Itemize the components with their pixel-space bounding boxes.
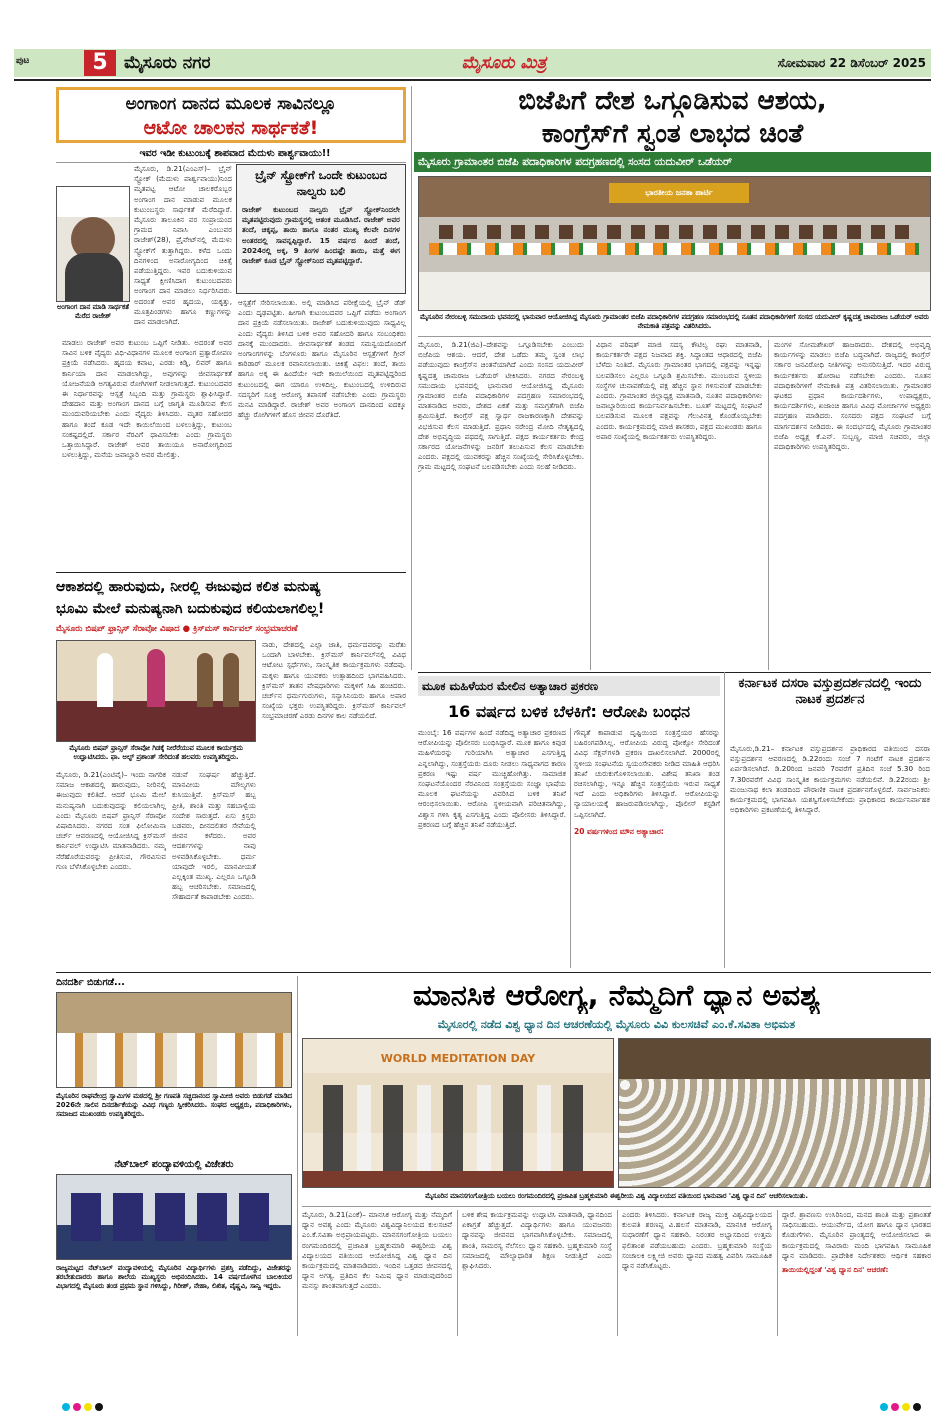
meditation-crowd-photo <box>618 1038 931 1188</box>
bjp-deck: ಮೈಸೂರು ಗ್ರಾಮಾಂತರ ಬಿಜೆಪಿ ಪದಾಧಿಕಾರಿಗಳ ಪದಗ್ರಹಣದಲ್ಲಿ ಸಂಸದ ಯದುವೀರ್‌ ಒಡೆಯರ್‌ <box>418 156 733 168</box>
dasara-headline: ಕರ್ನಾಟಕ ದಸರಾ ವಸ್ತುಪ್ರದರ್ಶನದಲ್ಲಿ ಇಂದು ನಾಟಕ ಪ್ರದರ್ಶನ <box>738 676 922 707</box>
dinadarshi-photo <box>56 992 292 1088</box>
crime-col1: ಮುಂಬೈ: 16 ವರ್ಷಗಳ ಹಿಂದೆ ನಡೆದಿದ್ದ ಅತ್ಯಾಚಾರ ಪ್ರಕರಣದ ಆರೋಪಿಯನ್ನು ಪೊಲೀಸರು ಬಂಧಿಸಿದ್ದಾರೆ. ಮೂಕ ಹಾಗೂ ಕಿವುಡ ಮಹಿಳೆಯರನ್ನು ಗುರಿಯಾಗಿಸಿ ಅತ್ಯಾಚಾರ ಎಸಗುತ್ತಿದ್ದ ಎನ್ನಲಾಗಿದ್ದು, ಸಂತ್ರಸ್ತೆಯರು ದೂರು ನೀಡಲು ಸಾಧ್ಯವಾಗದ ಕಾರಣ ಪ್ರಕರಣ ಇಷ್ಟು ವರ್ಷ ಮುಚ್ಚಿಹೋಗಿತ್ತು. ಸಾಮಾಜಿಕ ಸಂಘಟನೆಯೊಂದರ ನೆರವಿನಿಂದ ಸಂತ್ರಸ್ತೆಯರು ಸಂಜ್ಞಾ ಭಾಷೆಯ ಮೂಲಕ ಘಟನೆಯನ್ನು ವಿವರಿಸಿದ ಬಳಿಕ ತನಿಖೆ ಆರಂಭಿಸಲಾಯಿತು. ಆರೋಪಿ ಸ್ಥಳೀಯವಾಗಿ ಪರಿಚಿತನಾಗಿದ್ದು, ವಿಶ್ವಾಸ ಗಳಿಸಿ ಕೃತ್ಯ ಎಸಗುತ್ತಿದ್ದ ಎಂದು ಪೊಲೀಸರು ತಿಳಿಸಿದ್ದಾರೆ. ಪ್ರಕರಣದ ಬಗ್ಗೆ ಹೆಚ್ಚಿನ ತನಿಖೆ ನಡೆಯುತ್ತಿದೆ. <box>418 728 566 829</box>
christmas-headline-line2: ಭೂಮಿ ಮೇಲೆ ಮನುಷ್ಯನಾಗಿ ಬದುಕುವುದ ಕಲಿಯಲಾಗಲಿಲ್ಲ! <box>56 601 325 617</box>
meditation-col2: ಬಳಿಕ ಶೇಷ ಕಾರ್ಯಕ್ರಮವನ್ನು ಉದ್ಘಾಟಿಸಿ ಮಾತನಾಡಿ, ಧ್ಯಾನದಿಂದ ಏಕಾಗ್ರತೆ ಹೆಚ್ಚುತ್ತದೆ. ವಿದ್ಯಾರ್ಥಿಗಳು ಹಾಗೂ ಯುವಜನರು ಧ್ಯಾನವನ್ನು ಜೀವನದ ಭಾಗವಾಗಿಸಿಕೊಳ್ಳಬೇಕು. ಸಮಾಜದಲ್ಲಿ ಶಾಂತಿ, ಸಾಮರಸ್ಯ ನೆಲೆಸಲು ಧ್ಯಾನ ಸಹಕಾರಿ. ಬ್ರಹ್ಮಕುಮಾರಿ ಸಂಸ್ಥೆ ಸಮಾಜದಲ್ಲಿ ಮೌಲ್ಯಾಧಾರಿತ ಶಿಕ್ಷಣ ನೀಡುತ್ತಿದೆ ಎಂದು ಶ್ಲಾಘಿಸಿದರು. <box>462 1210 612 1271</box>
christmas-col2: ನಡುವೆ ಸಂಘರ್ಷ ಹೆಚ್ಚುತ್ತಿದೆ. ಮಾನವೀಯ ಮೌಲ್ಯಗಳು ಕುಸಿಯುತ್ತಿವೆ. ಕ್ರಿಸ್‌ಮಸ್‌ ಹಬ್ಬ ಪ್ರೀತಿ, ಶಾಂತಿ ಮತ್ತು ಸಹಬಾಳ್ವೆಯ ಸಂದೇಶ ಸಾರುತ್ತದೆ. ಏಸು ಕ್ರಿಸ್ತರು ಬಡವರು, ದೀನದಲಿತರ ಸೇವೆಯಲ್ಲಿ ಜೀವನ ಕಳೆದರು. ಅವರ ಆದರ್ಶಗಳನ್ನು ನಾವು ಅಳವಡಿಸಿಕೊಳ್ಳಬೇಕು. ಧರ್ಮ ಯಾವುದೇ ಇರಲಿ, ಮಾನವೀಯತೆ ಎಲ್ಲಕ್ಕಿಂತ ಮುಖ್ಯ. ಎಲ್ಲರೂ ಒಗ್ಗೂಡಿ ಹಬ್ಬ ಆಚರಿಸಬೇಕು. ಸಮಾಜದಲ್ಲಿ ಸೌಹಾರ್ದತೆ ಕಾಪಾಡಬೇಕು ಎಂದರು. <box>172 770 256 902</box>
crime-col2: ಗೌಪ್ಯತೆ ಕಾಪಾಡುವ ದೃಷ್ಟಿಯಿಂದ ಸಂತ್ರಸ್ತೆಯರ ಹೆಸರನ್ನು ಬಹಿರಂಗಪಡಿಸಿಲ್ಲ. ಆರೋಪಿಯ ವಿರುದ್ಧ ಪೋಕ್ಸೋ ಸೇರಿದಂತೆ ವಿವಿಧ ಸೆಕ್ಷನ್‌ಗಳಡಿ ಪ್ರಕರಣ ದಾಖಲಿಸಲಾಗಿದೆ. 2000ರಲ್ಲಿ ಸ್ಥಳೀಯ ಸಂಘಟನೆಯ ಸ್ವಯಂಸೇವಕರು ನೀಡಿದ ಮಾಹಿತಿ ಆಧರಿಸಿ ತನಿಖೆ ಚುರುಕುಗೊಳಿಸಲಾಯಿತು. ವಿಶೇಷ ತನಿಖಾ ತಂಡ ರಚಿಸಲಾಗಿದ್ದು, ಇನ್ನೂ ಹೆಚ್ಚಿನ ಸಂತ್ರಸ್ತೆಯರು ಇರುವ ಸಾಧ್ಯತೆ ಇದೆ ಎಂದು ಅಧಿಕಾರಿಗಳು ತಿಳಿಸಿದ್ದಾರೆ. ಆರೋಪಿಯನ್ನು ನ್ಯಾಯಾಲಯಕ್ಕೆ ಹಾಜರುಪಡಿಸಲಾಗಿದ್ದು, ಪೊಲೀಸ್‌ ಕಸ್ಟಡಿಗೆ ಒಪ್ಪಿಸಲಾಗಿದೆ. <box>574 728 720 819</box>
auto-subhead: ಇವರ ಇಡೀ ಕುಟುಂಬಕ್ಕೆ ಶಾಪವಾದ ಮೆದುಳು ಪಾರ್ಶ್ವವಾಯು!! <box>139 148 331 159</box>
crime-col2-highlight: 20 ವರ್ಷಗಳಿಂದ ಮೌನ ಅತ್ಯಾಚಾರ: <box>574 827 664 836</box>
christmas-deck: ಮೈಸೂರು ಬಿಷಪ್‌ ಫ್ರಾನ್ಸಿಸ್‌ ಸೆರಾವೋ ವಿಷಾದ ● ಕ್ರಿಸ್‌ಮಸ್‌ ಕಾರ್ನಿವಲ್‌ ಸಂಭ್ರಮಾಚರಣೆ <box>56 624 298 634</box>
meditation-col4: ದ್ದಾರೆ. ಶ್ರಾವಣಸು ಉಸಿರಿನಿಂದ, ಮನದ ಶಾಂತಿ ಮತ್ತು ಪ್ರಶಾಂತತೆ ಸಾಧಿಸಬಹುದು. ಆಯುರ್ವೇದ, ಯೋಗ ಹಾಗೂ ಧ್ಯಾನ ಭಾರತದ ಕೊಡುಗೆಗಳು. ಮೈಸೂರಿನ ಪ್ರಾಂತ್ಯದಲ್ಲಿ ಆಯೋಜಿಸಲಾದ ಈ ಕಾರ್ಯಕ್ರಮದಲ್ಲಿ ಸಾವಿರಾರು ಮಂದಿ ಭಾಗವಹಿಸಿ ಸಾಮೂಹಿಕ ಧ್ಯಾನ ಮಾಡಿದರು. ಪ್ರಾದೇಶಿಕ ನಿರ್ದೇಶಕರು ಆರ್ಥಿಕ ಸಹಕಾರ <box>782 1210 931 1260</box>
christmas-photo-caption: ಮೈಸೂರು ಬಿಷಪ್‌ ಫ್ರಾನ್ಸಿಸ್‌ ಸೆರಾವೋ ಗಿಡಕ್ಕೆ ನೀರೆರೆಯುವ ಮೂಲಕ ಕಾರ್ಯಕ್ರಮ ಉದ್ಘಾಟಿಸಿದರು. ಫಾ. ಅಲ್ಫ್‌ ಪ್ರಶಾಂತ್‌ ಸೇರಿದಂತೆ ಹಲವರು ಉಪಸ್ಥಿತರಿದ್ದರು. <box>69 744 243 761</box>
bjp-deck-bar <box>414 152 931 172</box>
meditation-col4-wrap <box>782 1210 931 1336</box>
meditation-deck: ಮೈಸೂರಲ್ಲಿ ನಡೆದ ವಿಶ್ವ ಧ್ಯಾನ ದಿನ ಆಚರಣೆಯಲ್ಲಿ ಮೈಸೂರು ವಿವಿ ಕುಲಸಚಿವೆ ಎಂ.ಕೆ.ಸವಿತಾ ಅಭಿಮತ <box>437 1018 796 1031</box>
bjp-headline-line2: ಕಾಂಗ್ರೆಸ್‌ಗೆ ಸ್ವಂತ ಲಾಭದ ಚಿಂತೆ <box>541 119 804 149</box>
auto-brain-stroke-box <box>236 164 406 294</box>
auto-headline-line1: ಅಂಗಾಂಗ ದಾನದ ಮೂಲಕ ಸಾವಿನಲ್ಲೂ <box>125 94 337 114</box>
section-title: ಮೈಸೂರು ನಗರ <box>124 53 211 73</box>
netball-caption: ರಾಜ್ಯಮಟ್ಟದ ನೆಟ್‌ಬಾಲ್‌ ಪಂದ್ಯಾವಳಿಯಲ್ಲಿ ಮೈಸೂರಿನ ವಿದ್ಯಾರ್ಥಿಗಳು ಪ್ರಶಸ್ತಿ ಪಡೆದಿದ್ದು, ವಿಜೇತರನ್ನು ತರಬೇತುದಾರರು ಹಾಗೂ ಶಾಲೆಯ ಮುಖ್ಯಸ್ಥರು ಅಭಿನಂದಿಸಿದರು. 14 ವರ್ಷದೊಳಗಿನ ಬಾಲಕಿಯರ ವಿಭಾಗದಲ್ಲಿ ಮೈಸೂರು ತಂಡ ಪ್ರಥಮ ಸ್ಥಾನ ಗಳಿಸಿದ್ದು, ಗಿರೀಶ್‌, ನೇಹಾ, ಲಿಖಿತ, ವೈಷ್ಣವಿ, ಸಾನ್ವಿ ಇದ್ದರು. <box>56 1264 292 1291</box>
auto-body-left: ಮಾಡಲು ರಾಜೇಶ್ ಅವರ ಕುಟುಂಬ ಒಪ್ಪಿಗೆ ನೀಡಿತು. ಅದರಂತೆ ಅವರ ಸಾವಿನ ಬಳಿಕ ವೈದ್ಯರು ವಿಧಿ-ವಿಧಾನಗಳ ಮೂಲಕ ಅಂಗಾಂಗ ಪ್ರತ್ಯಾರೋಪಣ ಪ್ರಕ್ರಿಯೆ ನಡೆಸಿದರು. ಹೃದಯ ಕವಾಟ, ಎರಡು ಕಿಡ್ನಿ, ಲಿವರ್‌ ಹಾಗೂ ಕಾರ್ನಿಯಾ ದಾನ ಮಾಡಲಾಗಿದ್ದು, ಅವುಗಳನ್ನು ಜೀವಸಾರ್ಥಕತೆ ಯೋಜನೆಯಡಿ ಅಗತ್ಯವಿರುವ ರೋಗಿಗಳಿಗೆ ನೀಡಲಾಗುತ್ತದೆ. ಕುಟುಂಬದವರ ಈ ನಿರ್ಧಾರವನ್ನು ಆಸ್ಪತ್ರೆ ಸಿಬ್ಬಂದಿ ಮತ್ತು ಗ್ರಾಮಸ್ಥರು ಶ್ಲಾಘಿಸಿದ್ದಾರೆ. ದೇಹದಾನ ಮತ್ತು ಅಂಗಾಂಗ ದಾನದ ಬಗ್ಗೆ ಜಾಗೃತಿ ಮೂಡಿಸುವ ಕೆಲಸ ಮುಂದುವರಿಯಬೇಕು ಎಂದು ವೈದ್ಯರು ತಿಳಿಸಿದರು. ಮೃತರ ಸಹೋದರ ಹಾಗೂ ತಂದೆ ಕೂಡ ಇದೇ ಕಾಯಿಲೆಯಿಂದ ಬಳಲುತ್ತಿದ್ದು, ಕುಟುಂಬ ಸಂಕಷ್ಟದಲ್ಲಿದೆ. ಸರ್ಕಾರ ನೆರವಿಗೆ ಧಾವಿಸಬೇಕು ಎಂದು ಗ್ರಾಮಸ್ಥರು ಒತ್ತಾಯಿಸಿದ್ದಾರೆ. ರಾಜೇಶ್ ಅವರ ತಾಯಿಯೂ ಅನಾರೋಗ್ಯದಿಂದ ಬಳಲುತ್ತಿದ್ದು, ಮನೆಯ ಜವಾಬ್ದಾರಿ ಅವರ ಮೇಲಿತ್ತು. <box>62 338 232 460</box>
registration-marks-right <box>880 1403 921 1411</box>
christmas-col1: ಮೈಸೂರು, ಡಿ.21(ಎಂಟಿವೈ)– ಇಂದು ನಾಗರಿಕ ಸಮಾಜ ಆಕಾಶದಲ್ಲಿ ಹಾರುವುದು, ನೀರಿನಲ್ಲಿ ಈಜುವುದು ಕಲಿತಿದೆ. ಆದರೆ ಭೂಮಿ ಮೇಲೆ ಮನುಷ್ಯನಾಗಿ ಬದುಕುವುದನ್ನು ಕಲಿಯಲಾಗಿಲ್ಲ ಎಂದು ಮೈಸೂರು ಬಿಷಪ್‌ ಫ್ರಾನ್ಸಿಸ್‌ ಸೆರಾವೋ ವಿಷಾದಿಸಿದರು. ನಗರದ ಸಂತ ಫಿಲೋಮಿನಾ ಚರ್ಚ್‌ ಆವರಣದಲ್ಲಿ ಆಯೋಜಿಸಿದ್ದ ಕ್ರಿಸ್‌ಮಸ್‌ ಕಾರ್ನಿವಲ್‌ ಉದ್ಘಾಟಿಸಿ ಮಾತನಾಡಿದರು. ನಮ್ಮ ನೆರೆಹೊರೆಯವರನ್ನು ಪ್ರೀತಿಸುವ, ಗೌರವಿಸುವ ಗುಣ ಬೆಳೆಸಿಕೊಳ್ಳಬೇಕು ಎಂದರು. <box>56 770 166 871</box>
meditation-col1: ಮೈಸೂರು, ಡಿ.21(ಎಂಕೆ)– ಮಾನಸಿಕ ಆರೋಗ್ಯ ಮತ್ತು ನೆಮ್ಮದಿಗೆ ಧ್ಯಾನ ಅವಶ್ಯ ಎಂದು ಮೈಸೂರು ವಿಶ್ವವಿದ್ಯಾನಿಲಯದ ಕುಲಸಚಿವೆ ಎಂ.ಕೆ.ಸವಿತಾ ಅಭಿಪ್ರಾಯಪಟ್ಟರು. ಮಾನಸಗಂಗೋತ್ರಿಯ ಬಯಲು ರಂಗಮಂದಿರದಲ್ಲಿ ಪ್ರಜಾಪಿತ ಬ್ರಹ್ಮಕುಮಾರಿ ಈಶ್ವರೀಯ ವಿಶ್ವ ವಿದ್ಯಾಲಯದ ವತಿಯಿಂದ ಆಯೋಜಿಸಿದ್ದ ವಿಶ್ವ ಧ್ಯಾನ ದಿನ ಕಾರ್ಯಕ್ರಮದಲ್ಲಿ ಮಾತನಾಡಿದರು. ಇಂದಿನ ಒತ್ತಡದ ಜೀವನದಲ್ಲಿ ಧ್ಯಾನ ಅಗತ್ಯ. ಪ್ರತಿದಿನ ಕೆಲ ನಿಮಿಷ ಧ್ಯಾನ ಮಾಡುವುದರಿಂದ ಮನಸ್ಸು ಶಾಂತವಾಗುತ್ತದೆ ಎಂದರು. <box>302 1210 452 1291</box>
crime-headline-bar <box>418 676 720 696</box>
bjp-col3: ಮಂಗಳ ಸೋಮಶೇಖರ್‌ ಹಾಜರಾದರು. ದೇಶದಲ್ಲಿ ಅಭಿವೃದ್ಧಿ ಕಾರ್ಯಗಳನ್ನು ಮಾಡಲು ಬಿಜೆಪಿ ಬದ್ಧವಾಗಿದೆ. ರಾಜ್ಯದಲ್ಲಿ ಕಾಂಗ್ರೆಸ್‌ ಸರ್ಕಾರ ಜನವಿರೋಧಿ ನೀತಿಗಳನ್ನು ಅನುಸರಿಸುತ್ತಿದೆ. ಇದರ ವಿರುದ್ಧ ಕಾರ್ಯಕರ್ತರು ಹೋರಾಟ ನಡೆಸಬೇಕು ಎಂದರು. ನೂತನ ಪದಾಧಿಕಾರಿಗಳಿಗೆ ನೇಮಕಾತಿ ಪತ್ರ ವಿತರಿಸಲಾಯಿತು. ಗ್ರಾಮಾಂತರ ಘಟಕದ ಪ್ರಧಾನ ಕಾರ್ಯದರ್ಶಿಗಳು, ಉಪಾಧ್ಯಕ್ಷರು, ಕಾರ್ಯದರ್ಶಿಗಳು, ಖಜಾಂಚಿ ಹಾಗೂ ವಿವಿಧ ಮೋರ್ಚಾಗಳ ಅಧ್ಯಕ್ಷರು ಪದಗ್ರಹಣ ಮಾಡಿದರು. ಸಂಸದರು ಪಕ್ಷದ ಸಂಘಟನೆ ಬಗ್ಗೆ ಮಾರ್ಗದರ್ಶನ ನೀಡಿದರು. ಈ ಸಂದರ್ಭದಲ್ಲಿ ಮೈಸೂರು ಗ್ರಾಮಾಂತರ ಬಿಜೆಪಿ ಅಧ್ಯಕ್ಷ ಕೆ.ಎನ್‌. ಸುಬ್ಬಣ್ಣ, ಮಾಜಿ ಸಚಿವರು, ಜಿಲ್ಲಾ ಪದಾಧಿಕಾರಿಗಳು ಉಪಸ್ಥಿತರಿದ್ದರು. <box>774 340 931 452</box>
meditation-col4-highlight: ತಾಯಿಯಲ್ಲಿದ್ದಂತೆ 'ವಿಶ್ವ ಧ್ಯಾನ ದಿನ' ಆಚರಣೆ: <box>782 1265 889 1274</box>
dasara-body: ಮೈಸೂರು,ಡಿ.21– ಕರ್ನಾಟಕ ವಸ್ತುಪ್ರದರ್ಶನ ಪ್ರಾಧಿಕಾರದ ವತಿಯಿಂದ ದಸರಾ ವಸ್ತುಪ್ರದರ್ಶನ ಆವರಣದಲ್ಲಿ ಡಿ.22ರಂದು ಸಂಜೆ 7 ಗಂಟೆಗೆ ನಾಟಕ ಪ್ರದರ್ಶನ ಏರ್ಪಡಿಸಲಾಗಿದೆ. ಡಿ.20ರಿಂದ ಜನವರಿ 7ರವರೆಗೆ ಪ್ರತಿದಿನ ಸಂಜೆ 5.30 ರಿಂದ 7.30ರವರೆಗೆ ವಿವಿಧ ಸಾಂಸ್ಕೃತಿಕ ಕಾರ್ಯಕ್ರಮಗಳು ನಡೆಯಲಿವೆ. ಡಿ.22ರಂದು ಶ್ರೀ ಮಂಜುನಾಥ ಕಲಾ ತಂಡದಿಂದ ಪೌರಾಣಿಕ ನಾಟಕ ಪ್ರದರ್ಶನಗೊಳ್ಳಲಿದೆ. ಸಾರ್ವಜನಿಕರು ಕಾರ್ಯಕ್ರಮದಲ್ಲಿ ಭಾಗವಹಿಸಿ ಯಶಸ್ವಿಗೊಳಿಸಬೇಕೆಂದು ಪ್ರಾಧಿಕಾರದ ಕಾರ್ಯನಿರ್ವಾಹಕ ಅಧಿಕಾರಿಗಳು ಪ್ರಕಟಣೆಯಲ್ಲಿ ತಿಳಿಸಿದ್ದಾರೆ. <box>730 744 930 815</box>
netball-label: ನೆಟ್‌ಬಾಲ್‌ ಪಂದ್ಯಾವಳಿಯಲ್ಲಿ ವಿಜೇತರು <box>114 1159 234 1170</box>
issue-date: ಸೋಮವಾರ 22 ಡಿಸೆಂಬರ್ 2025 <box>777 56 926 70</box>
bjp-group-photo <box>418 176 931 311</box>
auto-box-title: ಬ್ರೈನ್‌ ಸ್ಟ್ರೋಕ್‌ಗೆ ಒಂದೇ ಕುಟುಂಬದ ನಾಲ್ವರು ಬಲಿ <box>255 168 387 198</box>
auto-headline-line2: ಆಟೋ ಚಾಲಕನ ಸಾರ್ಥಕತೆ! <box>143 117 319 139</box>
auto-lead-text: ಮೈಸೂರು, ಡಿ.21(ಎಂಎಸ್‌)– ಬ್ರೈನ್‌ ಸ್ಟ್ರೋಕ್‌ (ಮೆದುಳು ಪಾರ್ಶ್ವವಾಯು)ನಿಂದ ಮೃತಪಟ್ಟ ಆಟೋ ಚಾಲಕರೊಬ್ಬರ ಅಂಗಾಂಗ ದಾನ ಮಾಡುವ ಮೂಲಕ ಕುಟುಂಬಸ್ಥರು ಸಾರ್ಥಕತೆ ಮೆರೆದಿದ್ದಾರೆ. ಮೈಸೂರು ತಾಲೂಕಿನ ವರ ಸಂಪ್ರಾಯಂದ ಗ್ರಾಮದ ನಿವಾಸಿ ಎಂಬುವರ ರಾಜೇಶ್‌(28), ಪ್ರೈವೇಟ್‌ನಲ್ಲಿ ಮೆದುಳು ಸ್ಟ್ರೋಕ್‌ಗೆ ತುತ್ತಾಗಿದ್ದರು. ಕಳೆದ ಒಂದು ದಿನಗಳಿಂದ ಅನಾರೋಗ್ಯದಿಂದ ಚಿಕಿತ್ಸೆ ಪಡೆಯುತ್ತಿದ್ದರು. ಇವರ ಬದುಕುಳಿಯುವ ಸಾಧ್ಯತೆ ಕ್ಷೀಣಿಸಿದಾಗ ಕುಟುಂಬದವರು ಅಂಗಾಂಗ ದಾನ ಮಾಡಲು ನಿರ್ಧರಿಸಿದರು. ಅದರಂತೆ ಅವರ ಹೃದಯ, ಯಕೃತ್ತು, ಮೂತ್ರಪಿಂಡಗಳು ಹಾಗೂ ಕಣ್ಣುಗಳನ್ನು ದಾನ ಮಾಡಲಾಗಿದೆ. <box>134 164 232 327</box>
bjp-col2: ವಿಧಾನ ಪರಿಷತ್‌ ಮಾಜಿ ಸದಸ್ಯ ಕೌಟಿಲ್ಯ ರಘು ಮಾತನಾಡಿ, ಕಾರ್ಯಕರ್ತರೇ ಪಕ್ಷದ ನಿಜವಾದ ಶಕ್ತಿ. ಸಿದ್ಧಾಂತದ ಆಧಾರದಲ್ಲಿ ಬಿಜೆಪಿ ಬೆಳೆದು ನಿಂತಿದೆ. ಮೈಸೂರು ಗ್ರಾಮಾಂತರ ಭಾಗದಲ್ಲಿ ಪಕ್ಷವನ್ನು ಇನ್ನಷ್ಟು ಬಲಪಡಿಸಲು ಎಲ್ಲರೂ ಒಗ್ಗೂಡಿ ಶ್ರಮಿಸಬೇಕು. ಮುಂಬರುವ ಸ್ಥಳೀಯ ಸಂಸ್ಥೆಗಳ ಚುನಾವಣೆಯಲ್ಲಿ ಪಕ್ಷ ಹೆಚ್ಚಿನ ಸ್ಥಾನ ಗಳಿಸುವಂತೆ ಮಾಡಬೇಕು ಎಂದರು. ಗ್ರಾಮಾಂತರ ಜಿಲ್ಲಾಧ್ಯಕ್ಷ ಮಾತನಾಡಿ, ನೂತನ ಪದಾಧಿಕಾರಿಗಳು ಜವಾಬ್ದಾರಿಯಿಂದ ಕಾರ್ಯನಿರ್ವಹಿಸಬೇಕು. ಬೂತ್‌ ಮಟ್ಟದಲ್ಲಿ ಸಂಘಟನೆ ಬಲಪಡಿಸುವ ಮೂಲಕ ಪಕ್ಷವನ್ನು ಗೆಲುವಿನತ್ತ ಕೊಂಡೊಯ್ಯಬೇಕು ಎಂದರು. ಕಾರ್ಯಕ್ರಮದಲ್ಲಿ ಮಾಜಿ ಶಾಸಕರು, ಪಕ್ಷದ ಮುಖಂಡರು ಹಾಗೂ ಅಪಾರ ಸಂಖ್ಯೆಯಲ್ಲಿ ಕಾರ್ಯಕರ್ತರು ಉಪಸ್ಥಿತರಿದ್ದರು. <box>596 340 762 441</box>
auto-body-right: ಆಸ್ಪತ್ರೆಗೆ ಸೇರಿಸಲಾಯಿತು. ಅಲ್ಲಿ ಮಾಡಿಸಿದ ಪರೀಕ್ಷೆಯಲ್ಲಿ ಬ್ರೈನ್‌ ಡೆಡ್‌ ಎಂದು ದೃಢಪಟ್ಟಿತು. ಹೀಗಾಗಿ ಕುಟುಂಬದವರ ಒಪ್ಪಿಗೆ ಪಡೆದು ಅಂಗಾಂಗ ದಾನ ಪ್ರಕ್ರಿಯೆ ನಡೆಸಲಾಯಿತು. ರಾಜೇಶ್‌ ಬದುಕುಳಿಯುವುದು ಸಾಧ್ಯವಿಲ್ಲ ಎಂದು ವೈದ್ಯರು ತಿಳಿಸಿದ ಬಳಿಕ ಅವರ ಸಹೋದರಿ ಹಾಗೂ ಸಂಬಂಧಿಕರು ದಾನಕ್ಕೆ ಮುಂದಾದರು. ಜೀವಸಾರ್ಥಕತೆ ತಂಡದ ಸಮನ್ವಯದೊಂದಿಗೆ ಅಂಗಾಂಗಗಳನ್ನು ಬೆಂಗಳೂರು ಹಾಗೂ ಮೈಸೂರಿನ ಆಸ್ಪತ್ರೆಗಳಿಗೆ ಗ್ರೀನ್‌ ಕಾರಿಡಾರ್‌ ಮೂಲಕ ರವಾನಿಸಲಾಯಿತು. ಚಿಕಿತ್ಸೆ ವಿಫಲ: ತಂದೆ, ತಾಯಿ ಹಾಗೂ ಅಕ್ಕ ಈ ಹಿಂದೆಯೇ ಇದೇ ಕಾಯಿಲೆಯಿಂದ ಮೃತಪಟ್ಟಿದ್ದರಿಂದ ಕುಟುಂಬದಲ್ಲಿ ಈಗ ಯಾರೂ ಉಳಿದಿಲ್ಲ. ಕುಟುಂಬದಲ್ಲಿ ಉಳಿದಿರುವ ಸದಸ್ಯರಿಗೆ ಸೂಕ್ತ ಆರೋಗ್ಯ ತಪಾಸಣೆ ನಡೆಸಬೇಕು ಎಂದು ಗ್ರಾಮಸ್ಥರು ಮನವಿ ಮಾಡಿದ್ದಾರೆ. ರಾಜೇಶ್‌ ಅವರ ಅಂಗಾಂಗ ದಾನದಿಂದ ಐದಕ್ಕೂ ಹೆಚ್ಚು ರೋಗಿಗಳಿಗೆ ಹೊಸ ಜೀವನ ದೊರೆತಿದೆ. <box>238 298 406 420</box>
christmas-col3: ನಾಡು, ದೇಶದಲ್ಲಿ ಎಲ್ಲಾ ಜಾತಿ, ಧರ್ಮದವರನ್ನು ಮರೆತು ಒಂದಾಗಿ ಬಾಳಬೇಕು. ಕ್ರಿಸ್‌ಮಸ್‌ ಕಾರ್ನಿವಲ್‌ನಲ್ಲಿ ವಿವಿಧ ಆಟೋಟ ಸ್ಪರ್ಧೆಗಳು, ಸಾಂಸ್ಕೃತಿಕ ಕಾರ್ಯಕ್ರಮಗಳು ನಡೆದವು. ಮಕ್ಕಳು ಹಾಗೂ ಯುವಕರು ಉತ್ಸಾಹದಿಂದ ಭಾಗವಹಿಸಿದರು. ಕ್ರಿಸ್‌ಮಸ್‌ ತಾತನ ವೇಷಧಾರಿಗಳು ಮಕ್ಕಳಿಗೆ ಸಿಹಿ ಹಂಚಿದರು. ಚರ್ಚ್‌ನ ಧರ್ಮಗುರುಗಳು, ಸನ್ಯಾಸಿನಿಯರು ಹಾಗೂ ಅಪಾರ ಸಂಖ್ಯೆಯ ಭಕ್ತರು ಉಪಸ್ಥಿತರಿದ್ದರು. ಕ್ರಿಸ್‌ಮಸ್‌ ಕಾರ್ನಿವಲ್‌ ಸಂಭ್ರಮಾಚರಣೆ ಎರಡು ದಿನಗಳ ಕಾಲ ನಡೆಯಲಿದೆ. <box>262 640 406 721</box>
crime-headline-line2: 16 ವರ್ಷದ ಬಳಿಕ ಬೆಳಕಿಗೆ: ಆರೋಪಿ ಬಂಧನ <box>448 702 690 721</box>
masthead <box>14 49 931 77</box>
auto-box-body: ರಾಜೇಶ್‌ ಕುಟುಂಬದ ನಾಲ್ವರು ಬ್ರೈನ್‌ ಸ್ಟ್ರೋಕ್‌ನಿಂದಲೇ ಮೃತಪಟ್ಟಿರುವುದು ಗ್ರಾಮಸ್ಥರಲ್ಲಿ ಆತಂಕ ಮೂಡಿಸಿದೆ. ರಾಜೇಶ್‌ ಅವರ ತಂದೆ, ಚಿಕ್ಕಪ್ಪ, ತಾಯಿ ಹಾಗೂ ನಂತರ ಮುಖ್ಯ ಕೆಲವೇ ದಿನಗಳ ಅಂತರದಲ್ಲಿ ಸಾವನ್ನಪ್ಪಿದ್ದಾರೆ. 15 ವರ್ಷದ ಹಿಂದೆ ತಂದೆ, 2024ರಲ್ಲಿ ಅಕ್ಕ, 9 ತಿಂಗಳ ಹಿಂದಷ್ಟೇ ತಾಯಿ, ಮತ್ತೆ ಈಗ ರಾಜೇಶ್‌ ಕೂಡ ಬ್ರೈನ್‌ ಸ್ಟ್ರೋಕ್‌ನಿಂದ ಮೃತಪಟ್ಟಿದ್ದಾರೆ. <box>242 205 400 266</box>
meditation-headline: ಮಾನಸಿಕ ಆರೋಗ್ಯ, ನೆಮ್ಮದಿಗೆ ಧ್ಯಾನ ಅವಶ್ಯ <box>412 978 821 1012</box>
auto-story-headline-box <box>56 87 406 143</box>
meditation-photo-caption: ಮೈಸೂರಿನ ಮಾನಸಗಂಗೋತ್ರಿಯ ಬಯಲು ರಂಗಮಂದಿರದಲ್ಲಿ ಪ್ರಜಾಪಿತ ಬ್ರಹ್ಮಕುಮಾರಿ ಈಶ್ವರೀಯ ವಿಶ್ವ ವಿದ್ಯಾಲಯದ ವತಿಯಿಂದ ಭಾನುವಾರ 'ವಿಶ್ವ ಧ್ಯಾನ ದಿನ' ಆಚರಿಸಲಾಯಿತು. <box>425 1192 808 1200</box>
bjp-stage-banner: ಭಾರತೀಯ ಜನತಾ ಪಾರ್ಟಿ <box>609 183 749 203</box>
christmas-headline-line1: ಆಕಾಶದಲ್ಲಿ ಹಾರುವುದು, ನೀರಲ್ಲಿ ಈಜುವುದ ಕಲಿತ ಮನುಷ್ಯ <box>56 579 321 595</box>
registration-marks-left <box>62 1403 103 1411</box>
netball-photo <box>56 1174 292 1260</box>
bjp-col1: ಮೈಸೂರು, ಡಿ.21(ಜಿಎ)–ದೇಶವನ್ನು ಒಗ್ಗೂಡಿಸಬೇಕು ಎಂಬುದು ಬಿಜೆಪಿಯ ಆಶಯ. ಆದರೆ, ದೇಶ ಒಡೆದು ತಮ್ಮ ಸ್ವಂತ ಲಾಭ ಪಡೆಯುವುದು ಕಾಂಗ್ರೆಸ್‌ನ ಚಿಂತನೆಯಾಗಿದೆ ಎಂದು ಸಂಸದ ಯದುವೀರ್‌ ಕೃಷ್ಣದತ್ತ ಚಾಮರಾಜ ಒಡೆಯರ್‌ ಟೀಕಿಸಿದರು. ನಗರದ ನೇರಂಬಳ್ಳಿ ಸಮುದಾಯ ಭವನದಲ್ಲಿ ಭಾನುವಾರ ಆಯೋಜಿಸಿದ್ದ ಮೈಸೂರು ಗ್ರಾಮಾಂತರ ಬಿಜೆಪಿ ಪದಾಧಿಕಾರಿಗಳ ಪದಗ್ರಹಣ ಸಮಾರಂಭದಲ್ಲಿ ಮಾತನಾಡಿದ ಅವರು, ದೇಶದ ಏಕತೆ ಮತ್ತು ಸಮಗ್ರತೆಗಾಗಿ ಬಿಜೆಪಿ ಶ್ರಮಿಸುತ್ತಿದೆ. ಕಾಂಗ್ರೆಸ್‌ ಪಕ್ಷ ಸ್ವಾರ್ಥ ರಾಜಕಾರಣಕ್ಕಾಗಿ ದೇಶವನ್ನು ವಿಭಜಿಸುವ ಕೆಲಸ ಮಾಡುತ್ತಿದೆ. ಪ್ರಧಾನಿ ನರೇಂದ್ರ ಮೋದಿ ನೇತೃತ್ವದಲ್ಲಿ ದೇಶ ಅಭಿವೃದ್ಧಿಯ ಪಥದಲ್ಲಿ ಸಾಗುತ್ತಿದೆ. ಪಕ್ಷದ ಕಾರ್ಯಕರ್ತರು ಕೇಂದ್ರ ಸರ್ಕಾರದ ಯೋಜನೆಗಳನ್ನು ಜನರಿಗೆ ತಲುಪಿಸುವ ಕೆಲಸ ಮಾಡಬೇಕು ಎಂದರು. ಪಕ್ಷದಲ್ಲಿ ಯುವಕರನ್ನು ಹೆಚ್ಚಿನ ಸಂಖ್ಯೆಯಲ್ಲಿ ಸೇರಿಸಿಕೊಳ್ಳಬೇಕು. ಗ್ರಾಮ ಮಟ್ಟದಲ್ಲಿ ಸಂಘಟನೆ ಬಲಪಡಿಸಬೇಕು ಎಂದು ಸಲಹೆ ನೀಡಿದರು. <box>418 340 584 472</box>
dinadarshi-label: ದಿನದರ್ಶಿ ಬಿಡುಗಡೆ... <box>56 977 125 988</box>
page-number-box: 5 <box>84 50 116 76</box>
auto-photo-caption: ಅಂಗಾಂಗ ದಾನ ಮಾಡಿ ಸಾರ್ಥಕತೆ ಮೆರೆದ ರಾಜೇಶ್ <box>57 303 129 320</box>
bjp-headline-line1: ಬಿಜೆಪಿಗೆ ದೇಶ ಒಗ್ಗೂಡಿಸುವ ಆಶಯ, <box>518 86 827 116</box>
meditation-stage-banner: WORLD MEDITATION DAY <box>380 1052 536 1065</box>
meditation-col3: ಎಂದರು ತಿಳಿಸಿದರು. ಕರ್ನಾಟಕ ರಾಜ್ಯ ಮುಕ್ತ ವಿಶ್ವವಿದ್ಯಾಲಯದ ಕುಲಪತಿ ಶರಣಪ್ಪ ವಿ.ಹಲಸೆ ಮಾತನಾಡಿ, ಮಾನಸಿಕ ಆರೋಗ್ಯ ಸುಧಾರಣೆಗೆ ಧ್ಯಾನ ಸಹಕಾರಿ. ನಿರಂತರ ಅಭ್ಯಾಸದಿಂದ ಉತ್ತಮ ಫಲಿತಾಂಶ ಪಡೆಯಬಹುದು ಎಂದರು. ಬ್ರಹ್ಮಕುಮಾರಿ ಸಂಸ್ಥೆಯ ಸಂಚಾಲಕಿ ಲಕ್ಷ್ಮೀಜಿ ಅವರು ಧ್ಯಾನದ ಮಹತ್ವ ವಿವರಿಸಿ ಸಾಮೂಹಿಕ ಧ್ಯಾನ ನಡೆಸಿಕೊಟ್ಟರು. <box>622 1210 772 1271</box>
crime-headline-line1: ಮೂಕ ಮಹಿಳೆಯರ ಮೇಲಿನ ಅತ್ಯಾಚಾರ ಪ್ರಕರಣ <box>422 679 599 693</box>
paper-name: ಮೈಸೂರು ಮಿತ್ರ <box>461 53 547 73</box>
meditation-stage-photo <box>302 1038 614 1188</box>
christmas-photo <box>56 640 256 742</box>
bjp-photo-caption: ಮೈಸೂರಿನ ನೇರಂಬಳ್ಳಿ ಸಮುದಾಯ ಭವನದಲ್ಲಿ ಭಾನುವಾರ ಆಯೋಜಿಸಿದ್ದ ಮೈಸೂರು ಗ್ರಾಮಾಂತರ ಬಿಜೆಪಿ ಪದಾಧಿಕಾರಿಗಳ ಪದಗ್ರಹಣ ಸಮಾರಂಭದಲ್ಲಿ ನೂತನ ಪದಾಧಿಕಾರಿಗಳಿಗೆ ಸಂಸದ ಯದುವೀರ್‌ ಕೃಷ್ಣದತ್ತ ಚಾಮರಾಜ ಒಡೆಯರ್‌ ಅವರು ನೇಮಕಾತಿ ಪತ್ರವನ್ನು ವಿತರಿಸಿದರು. <box>420 313 929 330</box>
page-label: ಪುಟ <box>16 56 30 66</box>
auto-driver-photo <box>56 186 130 302</box>
dinadarshi-caption: ಮೈಸೂರಿನ ರಾಘವೇಂದ್ರ ಸ್ವಾಮಿಗಳ ಮಠದಲ್ಲಿ ಶ್ರೀ ಗಣಪತಿ ಸಚ್ಚಿದಾನಂದ ಸ್ವಾಮೀಜಿ ಅವರು ಬಿಡುಗಡೆ ಮಾಡಿದ 2026ನೇ ಸಾಲಿನ ದಿನದರ್ಶಿಕೆಯನ್ನು ವಿವಿಧ ಗಣ್ಯರು ಸ್ವೀಕರಿಸಿದರು. ಸಂಘದ ಅಧ್ಯಕ್ಷರು, ಪದಾಧಿಕಾರಿಗಳು, ಸಮಾಜದ ಮುಖಂಡರು ಉಪಸ್ಥಿತರಿದ್ದರು. <box>56 1092 292 1119</box>
crime-col2-wrap <box>574 728 720 968</box>
